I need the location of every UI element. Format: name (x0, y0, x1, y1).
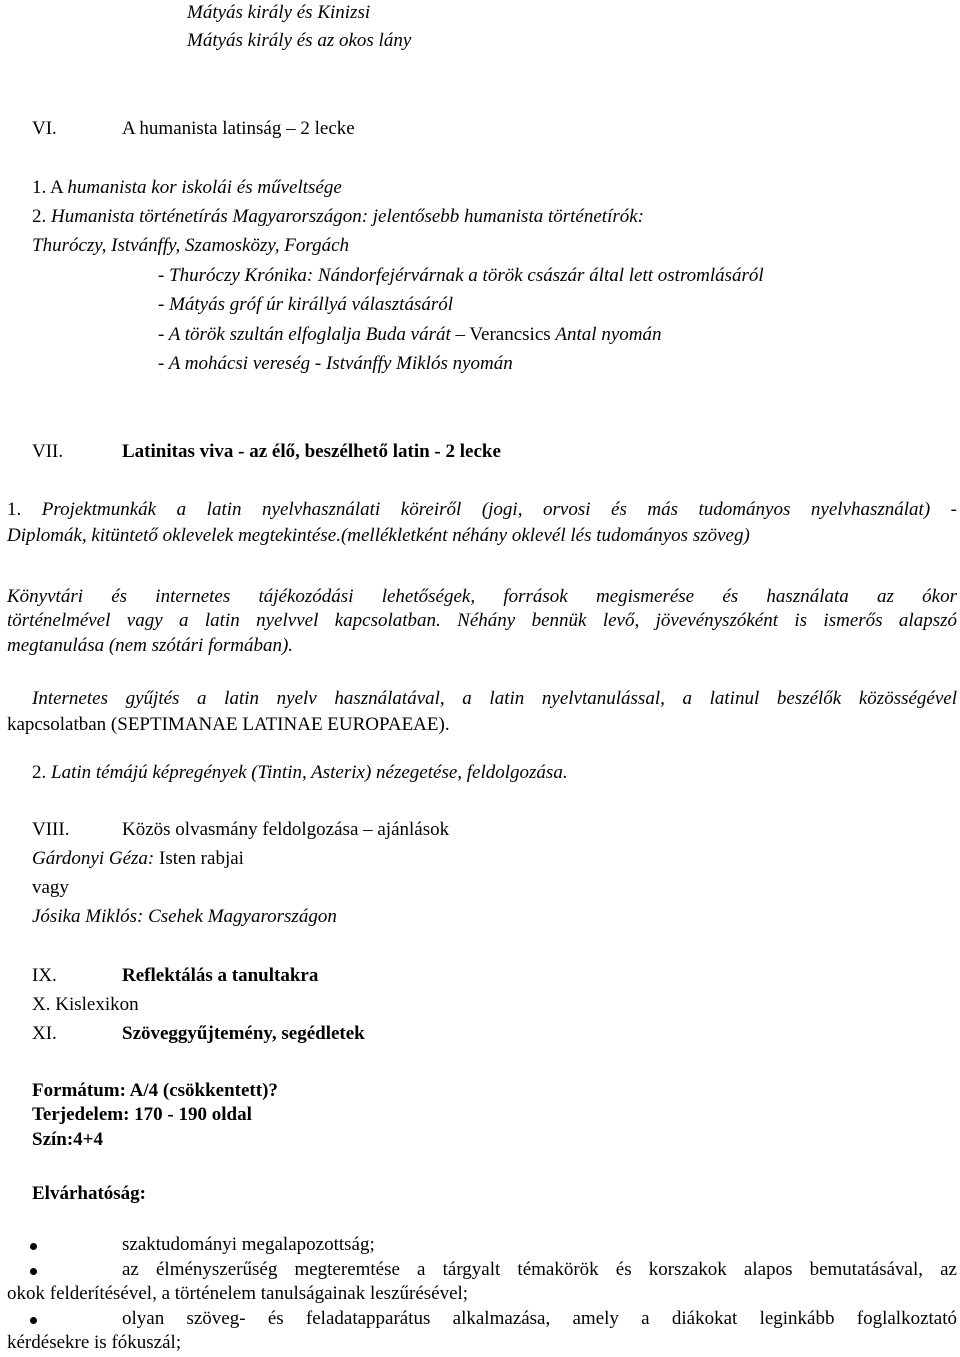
s7-p2-line2: történelmével vagy a latin nyelvvel kapcsolatban. Néhány bennük levő, jövevényszóként is ismerős alapszó (7, 610, 957, 631)
s6-dash-4: - A mohácsi vereség - Istvánffy Miklós nyomán (158, 353, 513, 374)
s7-item2-text: Latin témájú képregények (Tintin, Asterix) nézegetése, feldolgozása. (51, 762, 568, 783)
bullet-3-line2: kérdésekre is fókuszál; (7, 1332, 182, 1353)
section-ix-number: IX. (32, 965, 57, 986)
section-xi-title: Szöveggyűjtemény, segédletek (122, 1023, 365, 1044)
section-xi-number: XI. (32, 1023, 57, 1044)
bullet-2-line2: okok felderítésével, a történelem tanulságainak leszűrésével; (7, 1283, 469, 1304)
bullet-dot-2 (30, 1268, 37, 1275)
bullet-3-line1: olyan szöveg- és feladatapparátus alkalmazása, amely a diákokat leginkább foglalkoztató (122, 1308, 957, 1329)
s7-p2-line1: Könyvtári és internetes tájékozódási lehetőségek, források megismerése és használata az ókor (7, 586, 957, 607)
section-vii-number: VII. (32, 441, 64, 462)
s6-item1-text: humanista kor iskolái és műveltsége (67, 177, 342, 198)
s6-item1-num: 1. A (32, 177, 63, 198)
s8-book-2: Jósika Miklós: Csehek Magyarországon (32, 906, 337, 927)
s6-item1 (32, 176, 342, 200)
s8-or: vagy (32, 877, 69, 898)
s7-item2-num: 2. (32, 762, 47, 783)
section-viii-title: Közös olvasmány feldolgozása – ajánlások (122, 819, 450, 840)
section-vi-number: VI. (32, 118, 57, 139)
section-ix-title: Reflektálás a tanultakra (122, 965, 319, 986)
s7-p1-line1 (7, 498, 957, 522)
s8-book-1-author: Gárdonyi Géza: (32, 848, 155, 869)
section-x: X. Kislexikon (32, 994, 139, 1015)
bullet-dot-1 (30, 1243, 37, 1250)
bullet-2-line1: az élményszerűség megteremtése a tárgyalt témakörök és korszakok alapos bemutatásával, az (122, 1259, 957, 1280)
title-line-1: Mátyás király és Kinizsi (187, 2, 371, 23)
s6-dash-3-c: Antal nyomán (555, 324, 662, 345)
s8-book-1-title: Isten rabjai (159, 848, 244, 869)
bullet-dot-3 (30, 1317, 37, 1324)
expectations-heading: Elvárhatóság: (32, 1183, 146, 1204)
s6-dash-3 (158, 323, 662, 347)
s6-dash-3-b: Verancsics (469, 324, 551, 345)
s6-dash-1: - Thuróczy Krónika: Nándorfejérvárnak a török császár által lett ostromlásáról (158, 265, 764, 286)
s7-item2 (32, 761, 568, 785)
s7-p1-num: 1. (7, 499, 22, 520)
s6-item2-line2: Thuróczy, Istvánffy, Szamosközy, Forgách (32, 235, 349, 256)
title-line-2: Mátyás király és az okos lány (187, 30, 412, 51)
s7-p1-text: Projektmunkák a latin nyelvhasználati köreiről (jogi, orvosi és más tudományos nyelvhasználat) - (41, 499, 958, 520)
s6-item2-text: Humanista történetírás Magyarországon: jelentősebb humanista történetírók: (51, 206, 644, 227)
s6-item2-num: 2. (32, 206, 47, 227)
s6-dash-2: - Mátyás gróf úr királlyá választásáról (158, 294, 454, 315)
color-line: Szín:4+4 (32, 1129, 103, 1150)
section-vi-title: A humanista latinság – 2 lecke (122, 118, 355, 139)
format-line: Formátum: A/4 (csökkentett)? (32, 1080, 278, 1101)
s8-book-1 (32, 847, 244, 871)
section-vii-title: Latinitas viva - az élő, beszélhető latin - 2 lecke (122, 441, 501, 462)
s7-p1-line2: Diplomák, kitüntető oklevelek megtekintése.(mellékletként néhány oklevél lés tudományos szöveg) (7, 525, 750, 546)
s7-p2-line3: megtanulása (nem szótári formában). (7, 635, 294, 656)
s7-p3-line2: kapcsolatban (SEPTIMANAE LATINAE EUROPAEAE). (7, 714, 450, 735)
section-viii-number: VIII. (32, 819, 70, 840)
s7-p3-line1: Internetes gyűjtés a latin nyelv használatával, a latin nyelvtanulással, a latinul beszélők közösségével (32, 688, 957, 709)
s6-item2-line1 (32, 205, 644, 229)
extent-line: Terjedelem: 170 - 190 oldal (32, 1104, 252, 1125)
bullet-1: szaktudományi megalapozottság; (122, 1234, 375, 1255)
s6-dash-3-a: - A török szultán elfoglalja Buda várát – (158, 324, 465, 345)
